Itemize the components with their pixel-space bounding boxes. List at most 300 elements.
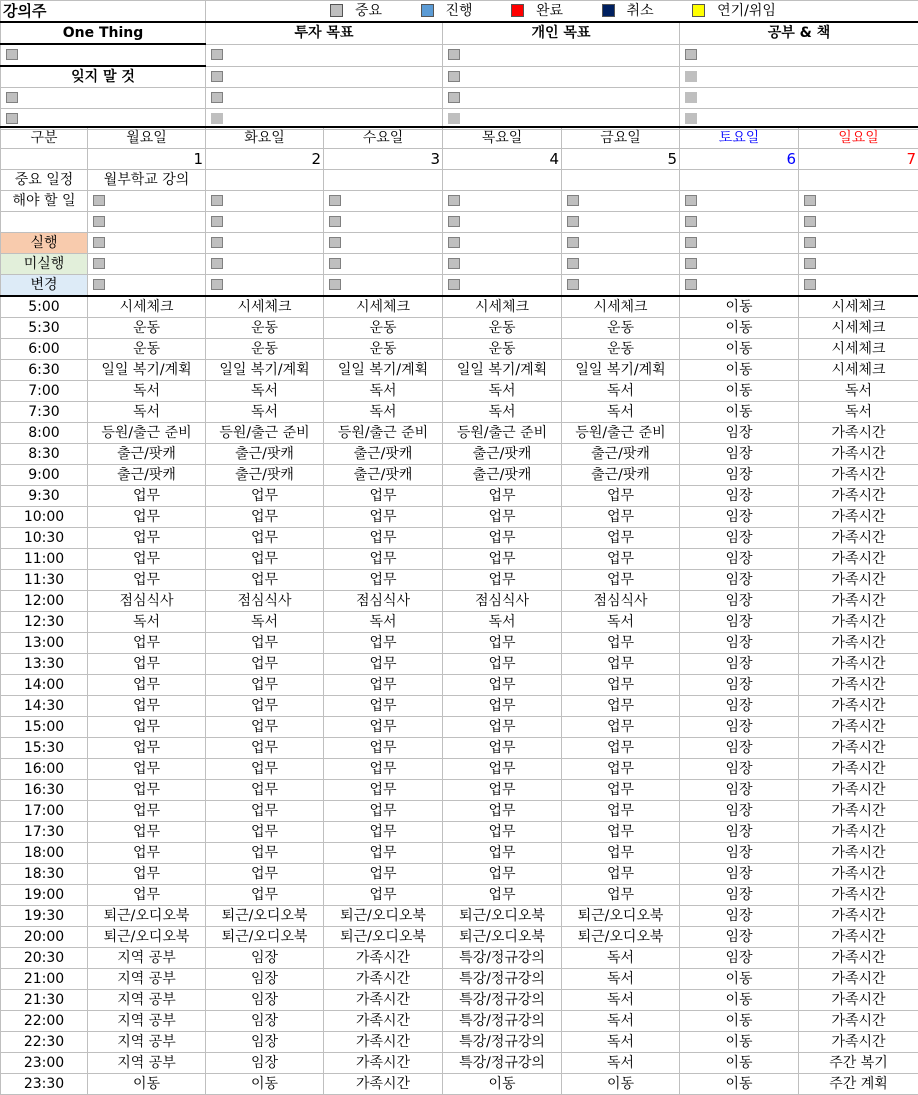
- schedule-cell[interactable]: 독서: [562, 1011, 680, 1032]
- todo-cell[interactable]: [680, 254, 799, 275]
- schedule-cell[interactable]: 임장: [680, 738, 799, 759]
- schedule-cell[interactable]: 이동: [680, 402, 799, 423]
- schedule-cell[interactable]: 업무: [88, 696, 206, 717]
- schedule-cell[interactable]: 시세체크: [443, 296, 562, 318]
- schedule-cell[interactable]: 업무: [88, 486, 206, 507]
- checkbox-icon[interactable]: [448, 113, 460, 124]
- checkbox-icon[interactable]: [448, 92, 460, 103]
- schedule-cell[interactable]: 업무: [206, 696, 324, 717]
- schedule-cell[interactable]: 독서: [206, 612, 324, 633]
- schedule-cell[interactable]: 임장: [680, 507, 799, 528]
- schedule-cell[interactable]: 가족시간: [799, 1032, 918, 1053]
- checkbox-icon[interactable]: [567, 216, 579, 227]
- checkbox-icon[interactable]: [211, 216, 223, 227]
- schedule-cell[interactable]: 가족시간: [799, 717, 918, 738]
- schedule-cell[interactable]: 이동: [680, 360, 799, 381]
- todo-cell[interactable]: [206, 212, 324, 233]
- schedule-cell[interactable]: 업무: [562, 717, 680, 738]
- checkbox-icon[interactable]: [448, 195, 460, 206]
- schedule-cell[interactable]: 독서: [206, 402, 324, 423]
- todo-cell[interactable]: [443, 275, 562, 297]
- schedule-cell[interactable]: 임장: [680, 486, 799, 507]
- schedule-cell[interactable]: 업무: [206, 801, 324, 822]
- schedule-cell[interactable]: 독서: [799, 402, 918, 423]
- schedule-cell[interactable]: 업무: [443, 759, 562, 780]
- schedule-cell[interactable]: 업무: [206, 507, 324, 528]
- schedule-cell[interactable]: 가족시간: [799, 486, 918, 507]
- schedule-cell[interactable]: 퇴근/오디오북: [88, 927, 206, 948]
- checkbox-icon[interactable]: [329, 195, 341, 206]
- schedule-cell[interactable]: 업무: [324, 885, 443, 906]
- todo-cell[interactable]: [562, 191, 680, 212]
- checkbox-icon[interactable]: [685, 195, 697, 206]
- schedule-cell[interactable]: 업무: [443, 570, 562, 591]
- schedule-cell[interactable]: 가족시간: [799, 528, 918, 549]
- investment-goal-item[interactable]: [206, 44, 443, 66]
- schedule-cell[interactable]: 퇴근/오디오북: [562, 927, 680, 948]
- schedule-cell[interactable]: 출근/팟캐: [324, 444, 443, 465]
- schedule-cell[interactable]: 업무: [443, 486, 562, 507]
- schedule-cell[interactable]: 가족시간: [799, 801, 918, 822]
- schedule-cell[interactable]: 업무: [562, 549, 680, 570]
- schedule-cell[interactable]: 임장: [680, 717, 799, 738]
- schedule-cell[interactable]: 임장: [680, 801, 799, 822]
- checkbox-icon[interactable]: [448, 237, 460, 248]
- schedule-cell[interactable]: 업무: [324, 717, 443, 738]
- schedule-cell[interactable]: 업무: [206, 549, 324, 570]
- checkbox-icon[interactable]: [685, 113, 697, 124]
- schedule-cell[interactable]: 독서: [562, 948, 680, 969]
- schedule-cell[interactable]: 퇴근/오디오북: [88, 906, 206, 927]
- schedule-cell[interactable]: 특강/정규강의: [443, 1011, 562, 1032]
- todo-cell[interactable]: [206, 191, 324, 212]
- schedule-cell[interactable]: 임장: [680, 885, 799, 906]
- checkbox-icon[interactable]: [685, 71, 697, 82]
- schedule-cell[interactable]: 독서: [799, 381, 918, 402]
- schedule-cell[interactable]: 임장: [680, 465, 799, 486]
- schedule-cell[interactable]: 업무: [206, 486, 324, 507]
- schedule-cell[interactable]: 업무: [324, 549, 443, 570]
- schedule-cell[interactable]: 이동: [680, 318, 799, 339]
- todo-cell[interactable]: [443, 212, 562, 233]
- schedule-cell[interactable]: 업무: [206, 885, 324, 906]
- schedule-cell[interactable]: 임장: [206, 1011, 324, 1032]
- schedule-cell[interactable]: 운동: [562, 339, 680, 360]
- schedule-cell[interactable]: 운동: [324, 339, 443, 360]
- schedule-cell[interactable]: 업무: [443, 885, 562, 906]
- schedule-cell[interactable]: 독서: [443, 381, 562, 402]
- schedule-cell[interactable]: 퇴근/오디오북: [562, 906, 680, 927]
- personal-goal-item[interactable]: [443, 44, 680, 66]
- schedule-cell[interactable]: 지역 공부: [88, 1032, 206, 1053]
- schedule-cell[interactable]: 특강/정규강의: [443, 969, 562, 990]
- schedule-cell[interactable]: 임장: [680, 780, 799, 801]
- schedule-cell[interactable]: 가족시간: [799, 444, 918, 465]
- schedule-cell[interactable]: 업무: [562, 507, 680, 528]
- schedule-cell[interactable]: 임장: [680, 549, 799, 570]
- todo-cell[interactable]: [799, 191, 918, 212]
- checkbox-icon[interactable]: [93, 216, 105, 227]
- schedule-cell[interactable]: 가족시간: [799, 633, 918, 654]
- checkbox-icon[interactable]: [211, 113, 223, 124]
- schedule-cell[interactable]: 이동: [680, 969, 799, 990]
- schedule-cell[interactable]: 업무: [88, 570, 206, 591]
- schedule-cell[interactable]: 독서: [443, 402, 562, 423]
- schedule-cell[interactable]: 업무: [206, 759, 324, 780]
- schedule-cell[interactable]: 운동: [206, 318, 324, 339]
- schedule-cell[interactable]: 시세체크: [206, 296, 324, 318]
- todo-cell[interactable]: [680, 233, 799, 254]
- schedule-cell[interactable]: 업무: [562, 885, 680, 906]
- schedule-cell[interactable]: 가족시간: [799, 612, 918, 633]
- schedule-cell[interactable]: 업무: [443, 738, 562, 759]
- schedule-cell[interactable]: 이동: [562, 1074, 680, 1095]
- schedule-cell[interactable]: 업무: [324, 801, 443, 822]
- schedule-cell[interactable]: 점심식사: [206, 591, 324, 612]
- schedule-cell[interactable]: 이동: [88, 1074, 206, 1095]
- schedule-cell[interactable]: 업무: [562, 633, 680, 654]
- checkbox-icon[interactable]: [448, 216, 460, 227]
- schedule-cell[interactable]: 가족시간: [324, 969, 443, 990]
- checkbox-icon[interactable]: [93, 237, 105, 248]
- checkbox-icon[interactable]: [6, 49, 18, 60]
- schedule-cell[interactable]: 업무: [88, 864, 206, 885]
- todo-cell[interactable]: [443, 233, 562, 254]
- schedule-cell[interactable]: 가족시간: [799, 906, 918, 927]
- schedule-cell[interactable]: 업무: [562, 675, 680, 696]
- schedule-cell[interactable]: 이동: [680, 1032, 799, 1053]
- schedule-cell[interactable]: 임장: [680, 570, 799, 591]
- todo-cell[interactable]: [799, 254, 918, 275]
- schedule-cell[interactable]: 업무: [562, 654, 680, 675]
- schedule-cell[interactable]: 업무: [206, 717, 324, 738]
- schedule-cell[interactable]: 가족시간: [799, 927, 918, 948]
- checkbox-icon[interactable]: [329, 237, 341, 248]
- checkbox-icon[interactable]: [685, 237, 697, 248]
- schedule-cell[interactable]: 독서: [324, 381, 443, 402]
- schedule-cell[interactable]: 가족시간: [799, 948, 918, 969]
- schedule-cell[interactable]: 시세체크: [324, 296, 443, 318]
- schedule-cell[interactable]: 등원/출근 준비: [443, 423, 562, 444]
- schedule-cell[interactable]: 가족시간: [324, 948, 443, 969]
- checkbox-icon[interactable]: [567, 279, 579, 290]
- schedule-cell[interactable]: 이동: [206, 1074, 324, 1095]
- schedule-cell[interactable]: 등원/출근 준비: [88, 423, 206, 444]
- schedule-cell[interactable]: 업무: [562, 801, 680, 822]
- todo-cell[interactable]: [443, 254, 562, 275]
- schedule-cell[interactable]: 임장: [680, 591, 799, 612]
- schedule-cell[interactable]: 임장: [680, 864, 799, 885]
- one-thing-item[interactable]: [1, 44, 206, 66]
- important-schedule-cell[interactable]: [799, 170, 918, 191]
- schedule-cell[interactable]: 임장: [680, 906, 799, 927]
- schedule-cell[interactable]: 업무: [443, 654, 562, 675]
- schedule-cell[interactable]: 업무: [443, 675, 562, 696]
- schedule-cell[interactable]: 지역 공부: [88, 1011, 206, 1032]
- schedule-cell[interactable]: 가족시간: [799, 822, 918, 843]
- schedule-cell[interactable]: 업무: [324, 843, 443, 864]
- schedule-cell[interactable]: 가족시간: [799, 570, 918, 591]
- schedule-cell[interactable]: 업무: [324, 780, 443, 801]
- schedule-cell[interactable]: 퇴근/오디오북: [206, 906, 324, 927]
- todo-cell[interactable]: [324, 191, 443, 212]
- schedule-cell[interactable]: 독서: [562, 969, 680, 990]
- important-schedule-cell[interactable]: [562, 170, 680, 191]
- schedule-cell[interactable]: 업무: [88, 507, 206, 528]
- schedule-cell[interactable]: 업무: [562, 528, 680, 549]
- schedule-cell[interactable]: 독서: [562, 381, 680, 402]
- schedule-cell[interactable]: 업무: [324, 822, 443, 843]
- schedule-cell[interactable]: 업무: [88, 738, 206, 759]
- schedule-cell[interactable]: 업무: [206, 654, 324, 675]
- schedule-cell[interactable]: 독서: [562, 612, 680, 633]
- schedule-cell[interactable]: 업무: [206, 633, 324, 654]
- schedule-cell[interactable]: 업무: [443, 864, 562, 885]
- schedule-cell[interactable]: 업무: [562, 486, 680, 507]
- schedule-cell[interactable]: 지역 공부: [88, 969, 206, 990]
- schedule-cell[interactable]: 임장: [680, 423, 799, 444]
- todo-cell[interactable]: [88, 191, 206, 212]
- schedule-cell[interactable]: 업무: [88, 759, 206, 780]
- checkbox-icon[interactable]: [211, 258, 223, 269]
- todo-cell[interactable]: [324, 254, 443, 275]
- schedule-cell[interactable]: 업무: [443, 696, 562, 717]
- important-schedule-cell[interactable]: 월부학교 강의: [88, 170, 206, 191]
- checkbox-icon[interactable]: [329, 279, 341, 290]
- todo-cell[interactable]: [680, 275, 799, 297]
- schedule-cell[interactable]: 업무: [206, 843, 324, 864]
- schedule-cell[interactable]: 업무: [324, 570, 443, 591]
- schedule-cell[interactable]: 운동: [443, 339, 562, 360]
- schedule-cell[interactable]: 임장: [680, 654, 799, 675]
- schedule-cell[interactable]: 가족시간: [799, 738, 918, 759]
- checkbox-icon[interactable]: [448, 279, 460, 290]
- todo-cell[interactable]: [88, 212, 206, 233]
- checkbox-icon[interactable]: [211, 92, 223, 103]
- todo-cell[interactable]: [206, 233, 324, 254]
- todo-cell[interactable]: [799, 212, 918, 233]
- schedule-cell[interactable]: 가족시간: [799, 885, 918, 906]
- schedule-cell[interactable]: 시세체크: [88, 296, 206, 318]
- schedule-cell[interactable]: 이동: [680, 1011, 799, 1032]
- schedule-cell[interactable]: 업무: [562, 780, 680, 801]
- schedule-cell[interactable]: 가족시간: [799, 759, 918, 780]
- important-schedule-cell[interactable]: [680, 170, 799, 191]
- important-schedule-cell[interactable]: [324, 170, 443, 191]
- checkbox-icon[interactable]: [567, 258, 579, 269]
- schedule-cell[interactable]: 임장: [206, 969, 324, 990]
- study-books-item[interactable]: [680, 44, 918, 66]
- checkbox-icon[interactable]: [804, 279, 816, 290]
- schedule-cell[interactable]: 업무: [206, 570, 324, 591]
- schedule-cell[interactable]: 가족시간: [324, 1053, 443, 1074]
- schedule-cell[interactable]: 가족시간: [799, 423, 918, 444]
- schedule-cell[interactable]: 운동: [324, 318, 443, 339]
- schedule-cell[interactable]: 출근/팟캐: [443, 465, 562, 486]
- schedule-cell[interactable]: 점심식사: [88, 591, 206, 612]
- todo-cell[interactable]: [680, 212, 799, 233]
- schedule-cell[interactable]: 업무: [206, 864, 324, 885]
- checkbox-icon[interactable]: [211, 49, 223, 60]
- schedule-cell[interactable]: 가족시간: [799, 654, 918, 675]
- schedule-cell[interactable]: 가족시간: [324, 990, 443, 1011]
- schedule-cell[interactable]: 임장: [680, 759, 799, 780]
- schedule-cell[interactable]: 임장: [206, 948, 324, 969]
- schedule-cell[interactable]: 일일 복기/계획: [206, 360, 324, 381]
- checkbox-icon[interactable]: [804, 258, 816, 269]
- schedule-cell[interactable]: 업무: [443, 717, 562, 738]
- schedule-cell[interactable]: 임장: [206, 990, 324, 1011]
- schedule-cell[interactable]: 일일 복기/계획: [88, 360, 206, 381]
- important-schedule-cell[interactable]: [443, 170, 562, 191]
- schedule-cell[interactable]: 업무: [443, 780, 562, 801]
- study-books-item[interactable]: [680, 88, 918, 109]
- investment-goal-item[interactable]: [206, 88, 443, 109]
- schedule-cell[interactable]: 독서: [562, 990, 680, 1011]
- schedule-cell[interactable]: 업무: [324, 864, 443, 885]
- schedule-cell[interactable]: 퇴근/오디오북: [443, 906, 562, 927]
- checkbox-icon[interactable]: [685, 92, 697, 103]
- schedule-cell[interactable]: 업무: [206, 528, 324, 549]
- schedule-cell[interactable]: 운동: [562, 318, 680, 339]
- schedule-cell[interactable]: 출근/팟캐: [206, 444, 324, 465]
- schedule-cell[interactable]: 이동: [680, 381, 799, 402]
- todo-cell[interactable]: [562, 275, 680, 297]
- schedule-cell[interactable]: 독서: [88, 612, 206, 633]
- checkbox-icon[interactable]: [685, 49, 697, 60]
- todo-cell[interactable]: [799, 275, 918, 297]
- schedule-cell[interactable]: 임장: [206, 1032, 324, 1053]
- schedule-cell[interactable]: 특강/정규강의: [443, 990, 562, 1011]
- schedule-cell[interactable]: 업무: [443, 822, 562, 843]
- checkbox-icon[interactable]: [804, 195, 816, 206]
- schedule-cell[interactable]: 업무: [88, 549, 206, 570]
- schedule-cell[interactable]: 가족시간: [799, 864, 918, 885]
- schedule-cell[interactable]: 업무: [88, 675, 206, 696]
- schedule-cell[interactable]: 주간 계획: [799, 1074, 918, 1095]
- schedule-cell[interactable]: 업무: [324, 675, 443, 696]
- checkbox-icon[interactable]: [6, 113, 18, 124]
- schedule-cell[interactable]: 업무: [443, 843, 562, 864]
- todo-cell[interactable]: [88, 233, 206, 254]
- schedule-cell[interactable]: 퇴근/오디오북: [443, 927, 562, 948]
- schedule-cell[interactable]: 임장: [680, 444, 799, 465]
- checkbox-icon[interactable]: [804, 237, 816, 248]
- checkbox-icon[interactable]: [567, 195, 579, 206]
- schedule-cell[interactable]: 업무: [324, 738, 443, 759]
- schedule-cell[interactable]: 출근/팟캐: [206, 465, 324, 486]
- study-books-item[interactable]: [680, 66, 918, 88]
- checkbox-icon[interactable]: [329, 216, 341, 227]
- todo-cell[interactable]: [88, 275, 206, 297]
- schedule-cell[interactable]: 임장: [680, 675, 799, 696]
- schedule-cell[interactable]: 이동: [680, 1074, 799, 1095]
- checkbox-icon[interactable]: [211, 237, 223, 248]
- schedule-cell[interactable]: 출근/팟캐: [324, 465, 443, 486]
- schedule-cell[interactable]: 업무: [562, 570, 680, 591]
- schedule-cell[interactable]: 독서: [562, 1032, 680, 1053]
- schedule-cell[interactable]: 특강/정규강의: [443, 1053, 562, 1074]
- schedule-cell[interactable]: 업무: [443, 507, 562, 528]
- schedule-cell[interactable]: 업무: [88, 843, 206, 864]
- checkbox-icon[interactable]: [6, 92, 18, 103]
- todo-cell[interactable]: [206, 275, 324, 297]
- schedule-cell[interactable]: 업무: [88, 528, 206, 549]
- schedule-cell[interactable]: 업무: [324, 759, 443, 780]
- schedule-cell[interactable]: 업무: [88, 633, 206, 654]
- schedule-cell[interactable]: 점심식사: [562, 591, 680, 612]
- schedule-cell[interactable]: 운동: [88, 339, 206, 360]
- schedule-cell[interactable]: 업무: [562, 738, 680, 759]
- schedule-cell[interactable]: 업무: [443, 801, 562, 822]
- schedule-cell[interactable]: 일일 복기/계획: [562, 360, 680, 381]
- checkbox-icon[interactable]: [93, 258, 105, 269]
- todo-cell[interactable]: [443, 191, 562, 212]
- checkbox-icon[interactable]: [211, 195, 223, 206]
- todo-cell[interactable]: [680, 191, 799, 212]
- todo-cell[interactable]: [88, 254, 206, 275]
- schedule-cell[interactable]: 업무: [324, 696, 443, 717]
- schedule-cell[interactable]: 운동: [88, 318, 206, 339]
- schedule-cell[interactable]: 업무: [88, 885, 206, 906]
- schedule-cell[interactable]: 출근/팟캐: [562, 444, 680, 465]
- schedule-cell[interactable]: 이동: [443, 1074, 562, 1095]
- personal-goal-item[interactable]: [443, 88, 680, 109]
- schedule-cell[interactable]: 업무: [206, 822, 324, 843]
- schedule-cell[interactable]: 지역 공부: [88, 1053, 206, 1074]
- schedule-cell[interactable]: 특강/정규강의: [443, 948, 562, 969]
- schedule-cell[interactable]: 출근/팟캐: [562, 465, 680, 486]
- schedule-cell[interactable]: 업무: [562, 822, 680, 843]
- schedule-cell[interactable]: 업무: [562, 759, 680, 780]
- schedule-cell[interactable]: 가족시간: [324, 1011, 443, 1032]
- schedule-cell[interactable]: 퇴근/오디오북: [324, 927, 443, 948]
- schedule-cell[interactable]: 업무: [562, 843, 680, 864]
- schedule-cell[interactable]: 가족시간: [324, 1074, 443, 1095]
- todo-cell[interactable]: [324, 212, 443, 233]
- personal-goal-item[interactable]: [443, 66, 680, 88]
- schedule-cell[interactable]: 가족시간: [799, 465, 918, 486]
- checkbox-icon[interactable]: [211, 279, 223, 290]
- schedule-cell[interactable]: 업무: [88, 780, 206, 801]
- schedule-cell[interactable]: 업무: [206, 738, 324, 759]
- schedule-cell[interactable]: 가족시간: [799, 549, 918, 570]
- schedule-cell[interactable]: 업무: [88, 822, 206, 843]
- schedule-cell[interactable]: 특강/정규강의: [443, 1032, 562, 1053]
- schedule-cell[interactable]: 가족시간: [324, 1032, 443, 1053]
- schedule-cell[interactable]: 운동: [206, 339, 324, 360]
- schedule-cell[interactable]: 임장: [206, 1053, 324, 1074]
- schedule-cell[interactable]: 지역 공부: [88, 990, 206, 1011]
- schedule-cell[interactable]: 업무: [324, 507, 443, 528]
- schedule-cell[interactable]: 독서: [562, 1053, 680, 1074]
- schedule-cell[interactable]: 독서: [88, 381, 206, 402]
- schedule-cell[interactable]: 독서: [206, 381, 324, 402]
- investment-goal-item[interactable]: [206, 66, 443, 88]
- todo-cell[interactable]: [206, 254, 324, 275]
- schedule-cell[interactable]: 점심식사: [443, 591, 562, 612]
- schedule-cell[interactable]: 이동: [680, 990, 799, 1011]
- schedule-cell[interactable]: 업무: [562, 864, 680, 885]
- schedule-cell[interactable]: 임장: [680, 822, 799, 843]
- schedule-cell[interactable]: 업무: [443, 549, 562, 570]
- checkbox-icon[interactable]: [685, 279, 697, 290]
- schedule-cell[interactable]: 점심식사: [324, 591, 443, 612]
- schedule-cell[interactable]: 임장: [680, 927, 799, 948]
- important-schedule-cell[interactable]: [206, 170, 324, 191]
- dont-forget-item[interactable]: [1, 88, 206, 109]
- schedule-cell[interactable]: 업무: [443, 528, 562, 549]
